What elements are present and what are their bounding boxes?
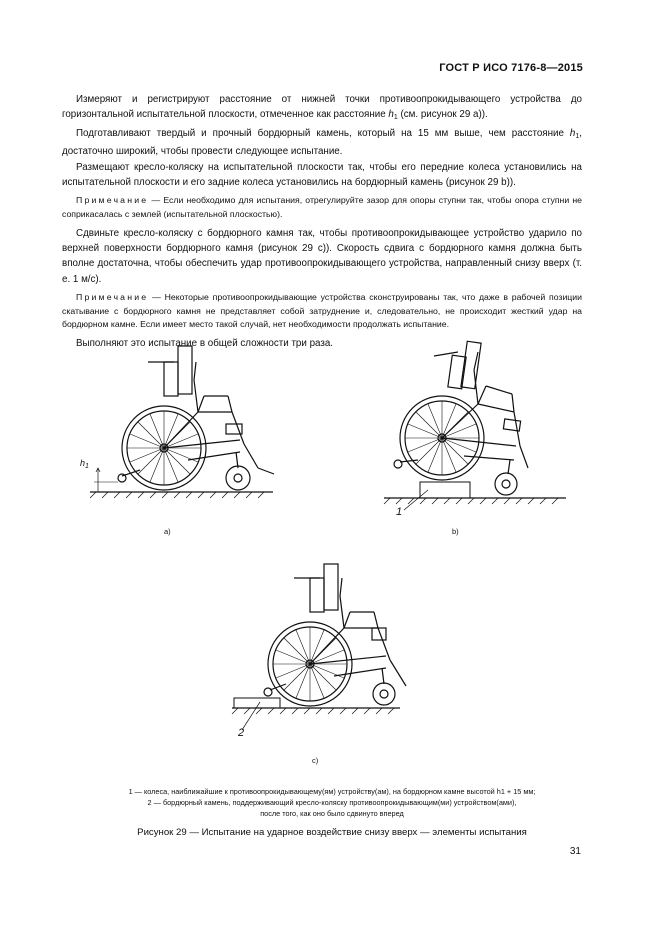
paragraph-1-text: Измеряют и регистрируют расстояние от нижней точки противоопрокидывающего устройства до горизонтальной испытательной плоскости, отмеченное как расстояние	[62, 94, 582, 121]
legend-line-3: после того, как оно было сдвинуто вперед	[260, 809, 404, 819]
note-label: Примечание	[76, 195, 149, 206]
page-number: 31	[569, 846, 581, 857]
paragraph-3: Размещают кресло-коляску на испытательной плоскости так, чтобы его передние колеса установились на испытательной плоскости и его задние колеса установились на бордюрный камень (рисунок 29 b)).	[62, 161, 582, 189]
body-text	[62, 92, 582, 351]
note-2	[62, 291, 582, 332]
figure-b-label: b)	[452, 527, 459, 536]
paragraph-2-text: Подготавливают твердый и прочный бордюрный камень, который на 15 мм выше, чем расстояние	[76, 127, 570, 139]
document-header: ГОСТ Р ИСО 7176-8—2015	[439, 62, 583, 74]
wheelchair-drawing-b	[378, 338, 568, 518]
paragraph-1	[62, 92, 582, 126]
h1-variable: h	[569, 127, 576, 139]
h1-dimension-label: $h_1$	[80, 458, 89, 470]
callout-1: 1	[396, 506, 403, 518]
figure-caption: Рисунок 29 — Испытание на ударное воздействие снизу вверх — элементы испытания	[137, 827, 527, 838]
paragraph-2	[62, 126, 582, 160]
figure-c-label: c)	[312, 756, 319, 765]
note-text: — Некоторые противоопрокидывающие устройства сконструированы так, что даже в рабочей позиции скатывание с бордюрного камня не представляет собой затруднение и, следовательно, не происходит жесткий удар на бордюрном камне. Если имеет место такой случай, нет необходимости продолжать испытание.	[62, 292, 582, 330]
paragraph-1-tail: (см. рисунок 29 а)).	[397, 109, 488, 121]
h1-subscript: 1	[575, 132, 580, 140]
legend-line-1: 1 — колеса, наиближайшие к противоопрокидывающему(ям) устройству(ам), на бордюрном камне высотой h1 + 15 мм;	[128, 787, 536, 796]
wheelchair-drawing-a	[78, 340, 278, 510]
note-label: Примечание	[76, 292, 149, 303]
legend-line-2: 2 — бордюрный камень, поддерживающий кресло-коляску противоопрокидывающим(ми) устройством(ами),	[147, 798, 517, 808]
figure-a-label: a)	[164, 527, 171, 536]
callout-2: 2	[238, 727, 245, 739]
paragraph-4: Сдвиньте кресло-коляску с бордюрного камня так, чтобы противоопрокидывающее устройство ударило по верхней поверхности бордюрного камня (рисунок 29 c)). Скорость сдвига с бордюрного камня должна быть вполне достаточна, чтобы обеспечить удар противоопрокидывающего устройства, направленный снизу вверх (т. е. 1 м/с).	[62, 227, 582, 285]
note-text: — Если необходимо для испытания, отрегулируйте зазор для опоры ступни так, чтобы опора ступни не соприкасалась с землей (испытательной плоскостью).	[62, 195, 582, 220]
figure-a	[78, 340, 278, 510]
paragraph-2-tail: , достаточно широкий, чтобы провести следующее испытание.	[62, 127, 582, 158]
h1-subscript: 1	[393, 114, 398, 122]
wheelchair-drawing-c	[228, 560, 418, 740]
figure-b	[378, 338, 568, 518]
note-1	[62, 194, 582, 221]
figure-legend	[62, 786, 602, 820]
figure-c	[228, 560, 418, 740]
paragraph-5: Выполняют это испытание в общей сложности три раза.	[76, 338, 334, 350]
h1-variable: h	[388, 109, 394, 121]
